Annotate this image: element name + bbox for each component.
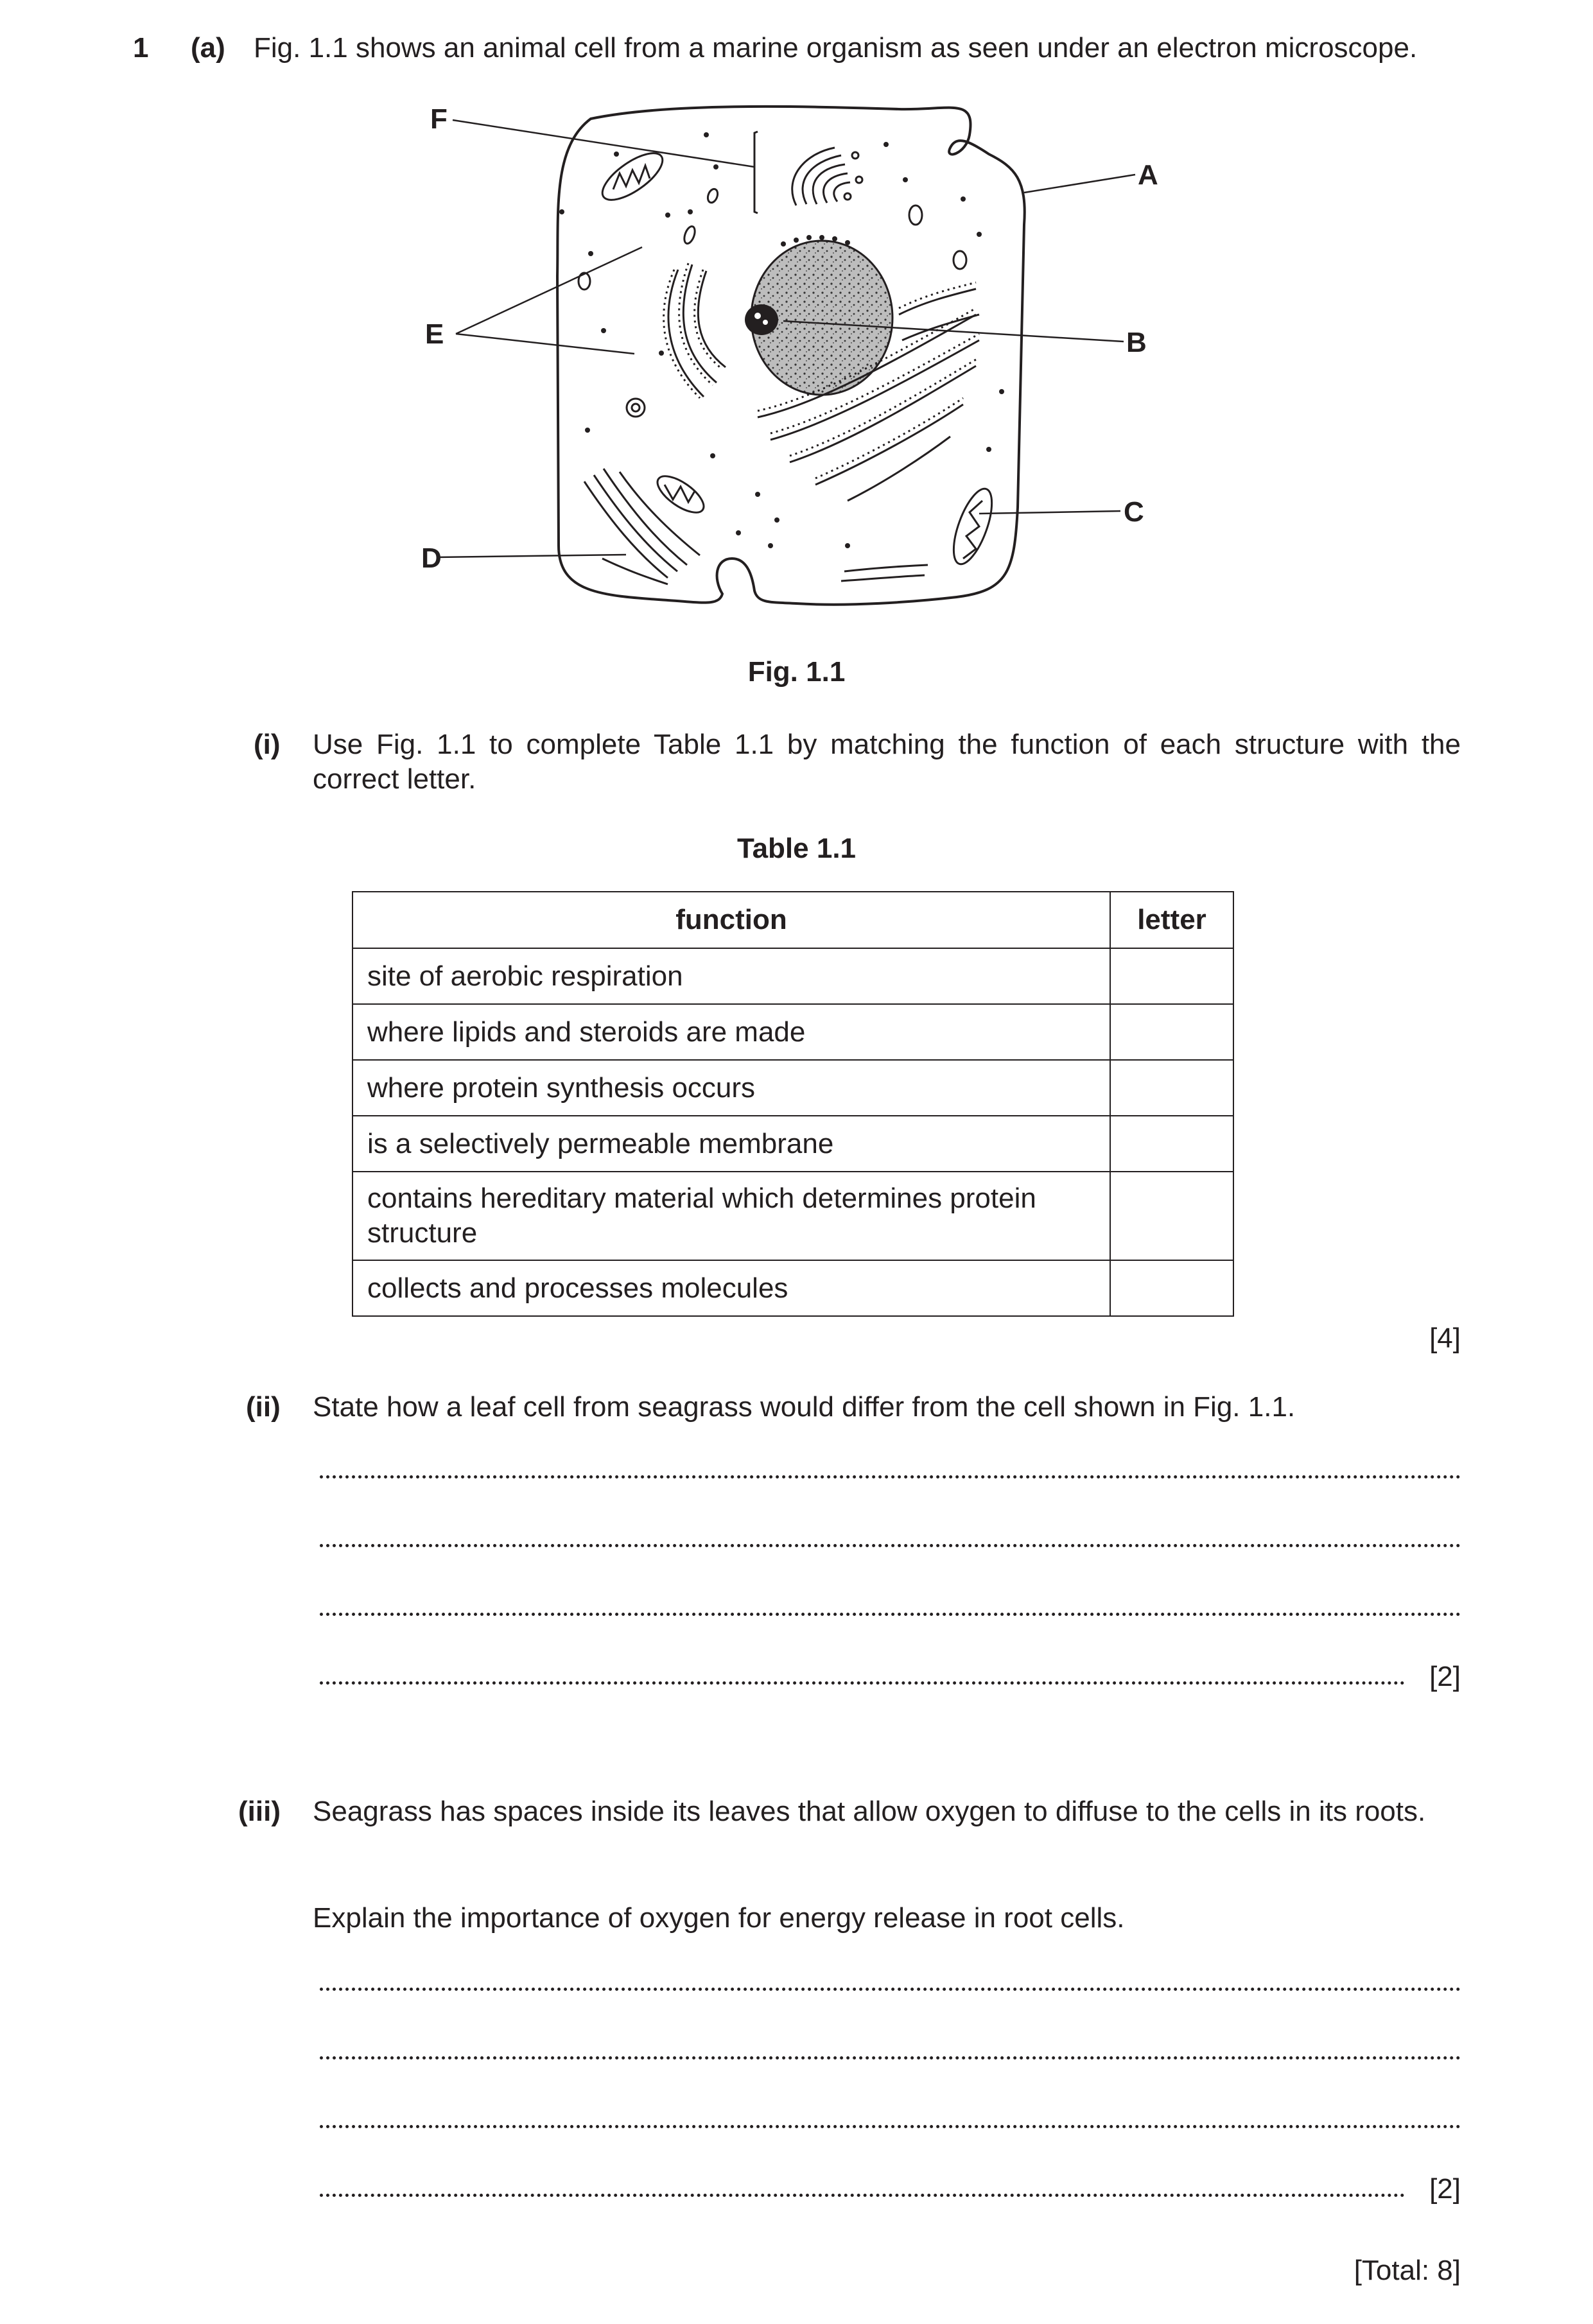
letter-cell[interactable] — [1110, 1172, 1233, 1260]
part-a-intro: Fig. 1.1 shows an animal cell from a marine organism as seen under an electron microscope. — [254, 32, 1418, 64]
function-cell: collects and processes molecules — [353, 1260, 1110, 1316]
header-function: function — [353, 892, 1110, 948]
mitochondrion-top-left — [595, 144, 669, 208]
function-cell: where lipids and steroids are made — [353, 1004, 1110, 1060]
answer-line-ii-3[interactable] — [320, 1613, 1461, 1616]
answer-line-ii-1[interactable] — [320, 1475, 1461, 1479]
leader-a — [1024, 175, 1135, 193]
leader-e2 — [456, 334, 634, 354]
letter-cell[interactable] — [1110, 1260, 1233, 1316]
function-cell: contains hereditary material which determines protein structure — [353, 1172, 1110, 1260]
table-row — [353, 948, 1233, 1004]
table-row — [353, 1260, 1233, 1316]
figure-caption: Fig. 1.1 — [747, 656, 846, 688]
marks-i: [4] — [1429, 1322, 1461, 1354]
answer-line-iii-4[interactable] — [320, 2194, 1405, 2197]
answer-line-iii-2[interactable] — [320, 2056, 1461, 2060]
answer-line-ii-2[interactable] — [320, 1544, 1461, 1547]
answer-line-iii-1[interactable] — [320, 1988, 1461, 1991]
sub-i-label: (i) — [254, 729, 281, 760]
vesicle-bottom — [841, 565, 928, 581]
marks-ii: [2] — [1429, 1661, 1461, 1692]
sub-iii-label: (iii) — [238, 1796, 281, 1827]
table-row — [353, 1060, 1233, 1116]
question-number: 1 — [133, 32, 149, 64]
sub-iii-prompt: Explain the importance of oxygen for energy release in root cells. — [313, 1902, 1125, 1934]
part-a-label: (a) — [191, 32, 225, 64]
golgi-apparatus — [754, 132, 862, 213]
letter-cell[interactable] — [1110, 948, 1233, 1004]
letter-cell[interactable] — [1110, 1060, 1233, 1116]
table-row — [353, 1116, 1233, 1172]
letter-cell[interactable] — [1110, 1116, 1233, 1172]
cell-diagram — [398, 83, 1220, 636]
function-cell: is a selectively permeable membrane — [353, 1116, 1110, 1172]
leader-f — [453, 120, 754, 167]
label-d: D — [421, 542, 442, 574]
sub-i-text: Use Fig. 1.1 to complete Table 1.1 by matching the function of each structure with the correct letter. — [313, 729, 1461, 795]
function-table-wrap — [352, 891, 1234, 1317]
sub-ii-label: (ii) — [246, 1391, 281, 1423]
table-title: Table 1.1 — [736, 833, 857, 864]
leader-d — [437, 555, 626, 557]
sub-ii-text: State how a leaf cell from seagrass would differ from the cell shown in Fig. 1.1. — [313, 1391, 1296, 1423]
table-row — [353, 1172, 1233, 1260]
label-f: F — [430, 103, 448, 135]
leader-e1 — [456, 247, 642, 334]
header-letter: letter — [1110, 892, 1233, 948]
smooth-er — [584, 469, 700, 584]
table-header-row — [353, 892, 1233, 948]
function-cell: site of aerobic respiration — [353, 948, 1110, 1004]
label-e: E — [425, 318, 444, 350]
leader-c — [979, 511, 1120, 514]
letter-cell[interactable] — [1110, 1004, 1233, 1060]
table-row — [353, 1004, 1233, 1060]
label-a: A — [1138, 159, 1158, 191]
total-marks: [Total: 8] — [1354, 2255, 1461, 2286]
label-c: C — [1124, 496, 1144, 528]
marks-iii: [2] — [1429, 2173, 1461, 2205]
answer-line-ii-4[interactable] — [320, 1681, 1405, 1685]
answer-line-iii-3[interactable] — [320, 2125, 1461, 2128]
function-table — [352, 891, 1234, 1317]
function-cell: where protein synthesis occurs — [353, 1060, 1110, 1116]
mitochondrion-bottom — [652, 469, 709, 519]
mitochondrion-c — [946, 484, 1000, 569]
sub-iii-text: Seagrass has spaces inside its leaves that allow oxygen to diffuse to the cells in its roots. — [313, 1796, 1426, 1827]
label-b: B — [1126, 327, 1147, 358]
